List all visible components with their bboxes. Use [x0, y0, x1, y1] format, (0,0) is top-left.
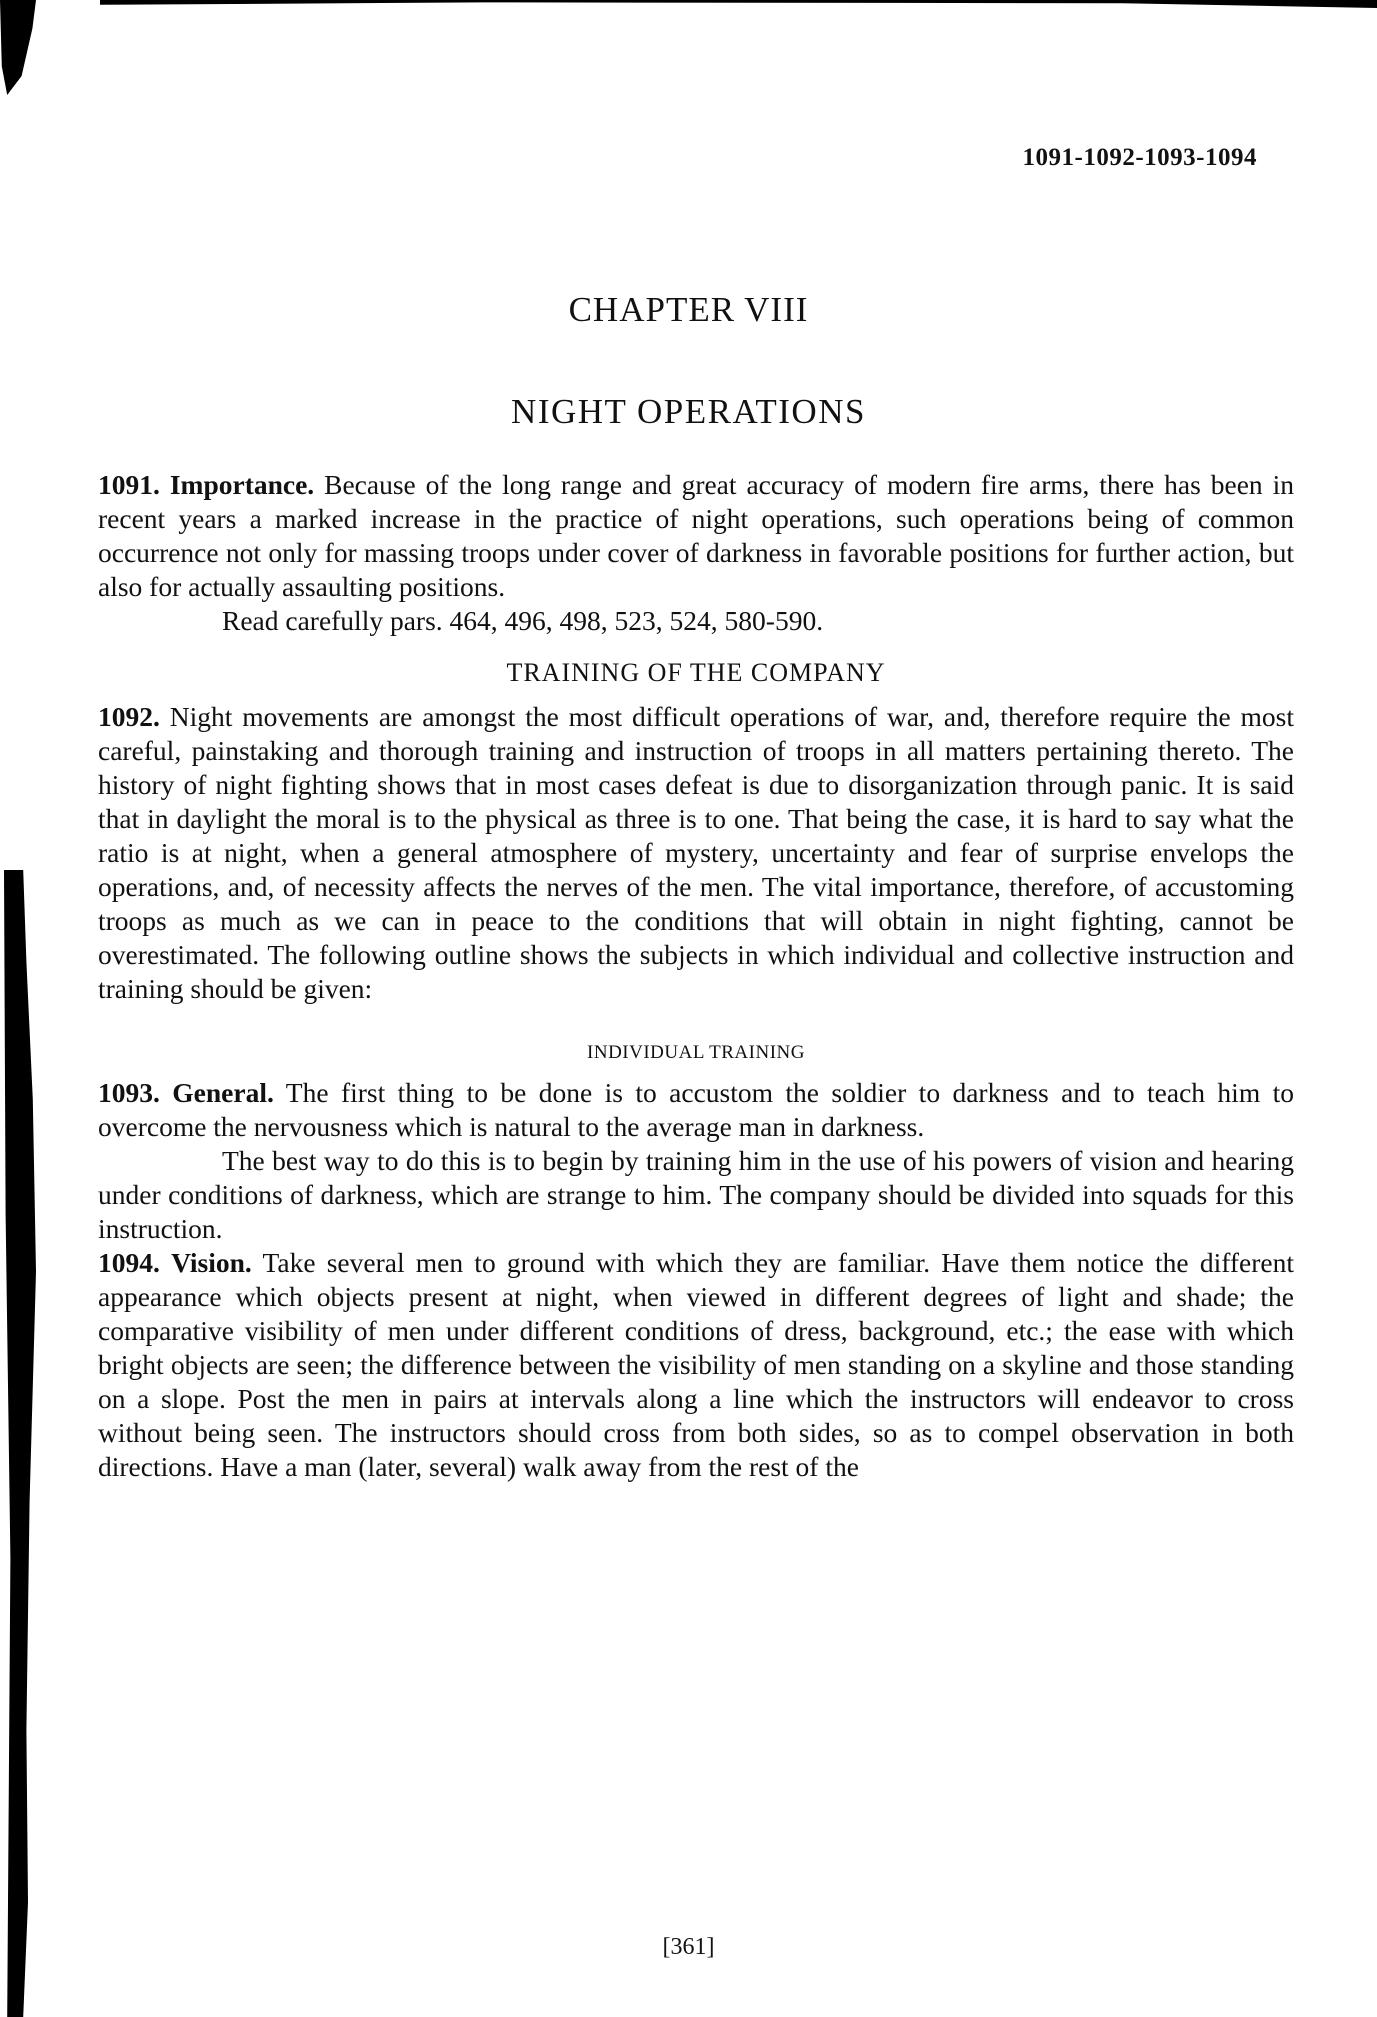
- chapter-label: CHAPTER VIII: [568, 290, 809, 329]
- paragraph-number: 1091.: [98, 469, 160, 500]
- paragraph-text: Take several men to ground with which they are familiar. Have them notice the different appearance which objects present at night, when viewed in different degrees of light and shade; the comparative visibility of men under different conditions of dress, background, etc.; the ease with which bright objects are seen; the difference between the visibility of men standing on a skyline and those standing on a slope. Post the men in pairs at intervals along a line which the instructors will endeavor to cross without being seen. The instructors should cross from both sides, so as to compel observation in both directions. Have a man (later, several) walk away from the rest of the: [98, 1247, 1294, 1482]
- paragraph-heading: Importance.: [169, 469, 315, 500]
- subsection-heading: INDIVIDUAL TRAINING: [587, 1042, 805, 1063]
- scan-border-top: [100, 0, 1377, 8]
- scan-artifact-corner: [0, 0, 36, 95]
- scan-artifact-left-edge: [4, 870, 36, 2017]
- paragraph-1091: [98, 468, 1294, 604]
- chapter-title: NIGHT OPERATIONS: [511, 392, 866, 431]
- paragraph-heading: Vision.: [171, 1247, 252, 1278]
- section-heading: TRAINING OF THE COMPANY: [506, 658, 886, 687]
- reading-note: Read carefully pars. 464, 496, 498, 523, 524, 580-590.: [222, 605, 824, 636]
- paragraph-1094: [98, 1246, 1294, 1484]
- paragraph-number: 1093.: [98, 1077, 160, 1108]
- paragraph-1093: [98, 1076, 1294, 1144]
- running-head: 1091-1092-1093-1094: [1022, 144, 1257, 171]
- paragraph-text: Night movements are amongst the most difficult operations of war, and, therefore require the most careful, painstaking and thorough training and instruction of troops in all matters pertaining thereto. The history of night fighting shows that in most cases defeat is due to disorganization through panic. It is said that in daylight the moral is to the physical as three is to one. That being the case, it is hard to say what the ratio is at night, when a general atmosphere of mystery, uncertainty and fear of surprise envelops the operations, and, of necessity affects the nerves of the men. The vital importance, therefore, of accustoming troops as much as we can in peace to the conditions that will obtain in night fighting, cannot be overestimated. The following outline shows the subjects in which individual and collective instruction and training should be given:: [98, 701, 1294, 1004]
- paragraph-number: 1094.: [98, 1247, 160, 1278]
- paragraph-number: 1092.: [98, 701, 160, 732]
- paragraph-text: The first thing to be done is to accustom the soldier to darkness and to teach him to overcome the nervousness which is natural to the average man in darkness.: [98, 1077, 1295, 1142]
- page-number: [361]: [662, 1934, 715, 1960]
- paragraph-1093-continued: The best way to do this is to begin by training him in the use of his powers of vision and hearing under conditions of darkness, which are strange to him. The company should be divided into squads for this instruction.: [98, 1145, 1294, 1244]
- paragraph-text: Because of the long range and great accuracy of modern fire arms, there has been in recent years a marked increase in the practice of night operations, such operations being of common occurrence not only for massing troops under cover of darkness in favorable positions for further action, but also for actually assaulting positions.: [98, 469, 1295, 602]
- paragraph-1092: [98, 700, 1294, 1006]
- paragraph-heading: General.: [172, 1077, 274, 1108]
- page-body: [98, 468, 1294, 1484]
